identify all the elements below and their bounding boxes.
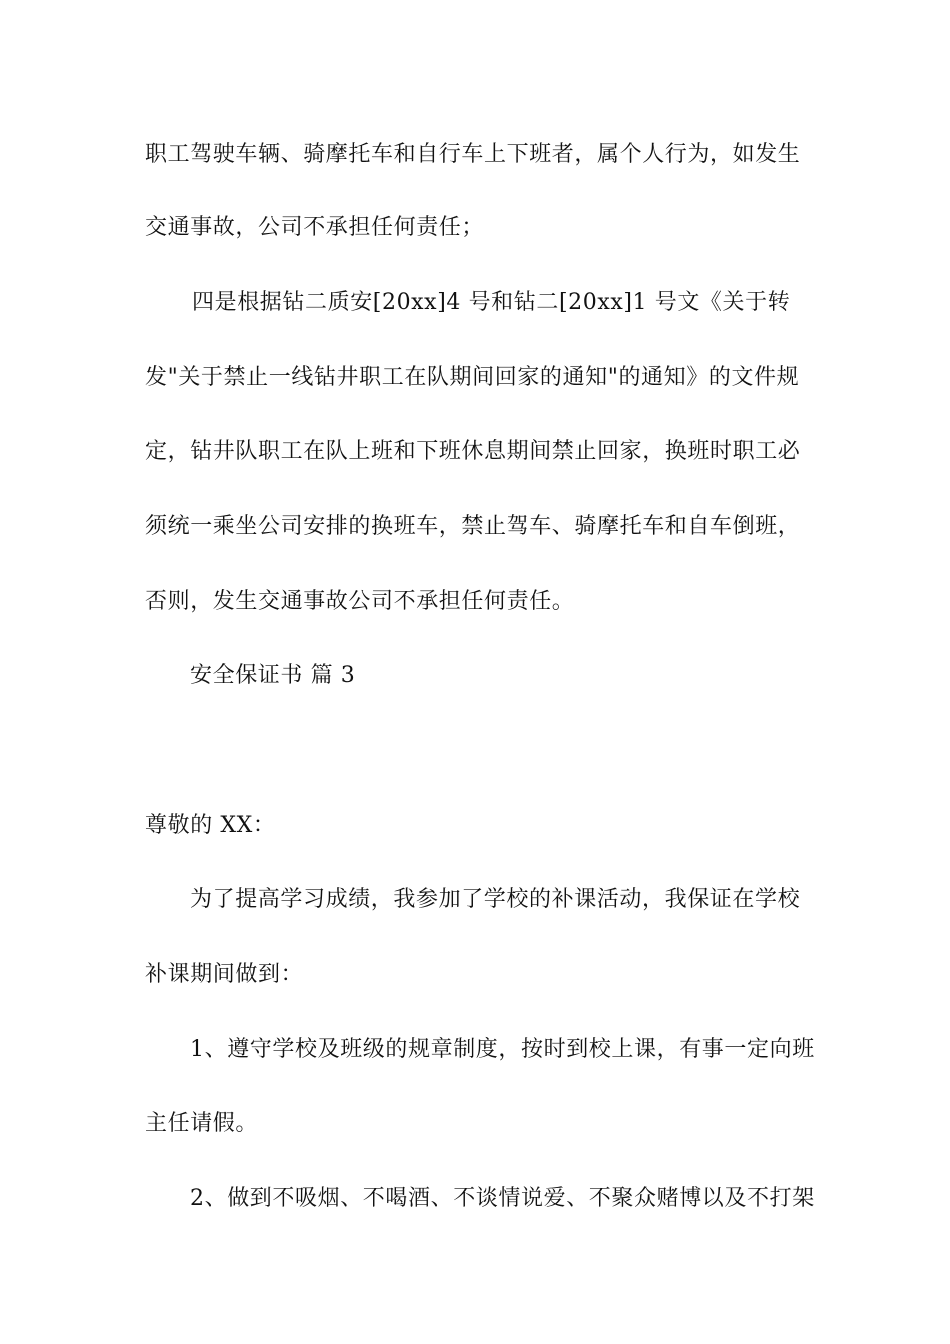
body-text-line: 主任请假。 <box>145 1111 259 1136</box>
body-text-line: 补课期间做到： <box>145 962 304 987</box>
salutation: 尊敬的 XX： <box>145 813 276 838</box>
section-heading: 安全保证书 篇 3 <box>190 663 356 688</box>
body-text-line: 须统一乘坐公司安排的换班车，禁止驾车、骑摩托车和自车倒班， <box>145 514 801 539</box>
body-text-line: 四是根据钻二质安[20xx]4 号和钻二[20xx]1 号文《关于转 <box>192 290 791 315</box>
list-item: 2、做到不吸烟、不喝酒、不谈情说爱、不聚众赌博以及不打架 <box>190 1186 815 1211</box>
body-text-line: 定，钻井队职工在队上班和下班休息期间禁止回家，换班时职工必 <box>145 439 801 464</box>
list-item: 1、遵守学校及班级的规章制度，按时到校上课，有事一定向班 <box>190 1037 815 1062</box>
body-text-line: 职工驾驶车辆、骑摩托车和自行车上下班者，属个人行为，如发生 <box>145 142 801 167</box>
body-text-line: 否则，发生交通事故公司不承担任何责任。 <box>145 589 575 614</box>
body-text-line: 发"关于禁止一线钻井职工在队期间回家的通知"的通知》的文件规 <box>145 365 800 390</box>
body-text-line: 交通事故，公司不承担任何责任； <box>145 215 485 240</box>
body-text-line: 为了提高学习成绩，我参加了学校的补课活动，我保证在学校 <box>190 887 801 912</box>
